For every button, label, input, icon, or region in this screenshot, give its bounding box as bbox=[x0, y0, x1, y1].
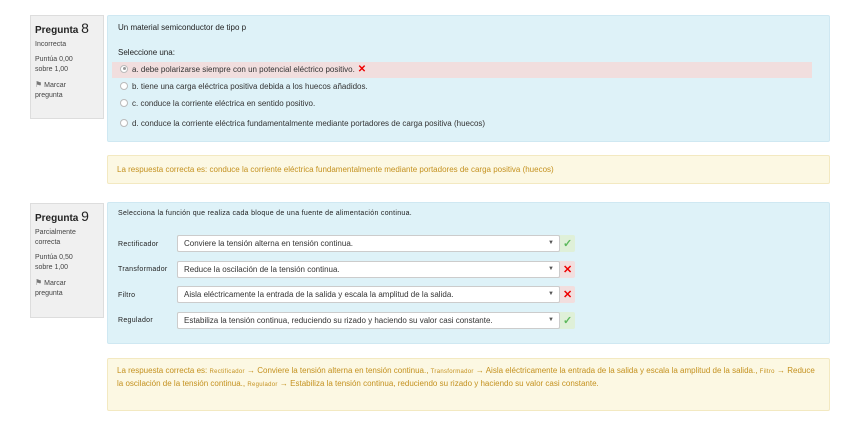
row-label-rectificador: Rectificador bbox=[118, 241, 159, 248]
answer-option-c[interactable] bbox=[112, 96, 812, 112]
correct-answer-feedback: La respuesta correcta es: conduce la corriente eléctrica fundamentalmente mediante portadores de carga positiva (huecos) bbox=[107, 155, 830, 184]
answer-option-a[interactable] bbox=[112, 62, 812, 78]
select-value: Conviere la tensión alterna en tensión continua. bbox=[184, 239, 353, 248]
check-icon: ✓ bbox=[563, 315, 573, 327]
select-value: Estabiliza la tensión continua, reduciendo su rizado y haciendo su valor casi constante. bbox=[184, 316, 493, 325]
question-number bbox=[35, 208, 99, 224]
answer-select[interactable] bbox=[177, 312, 560, 329]
question-label: Pregunta bbox=[35, 25, 79, 36]
feedback-value: → Aisla eléctricamente la entrada de la salida y escala la amplitud de la salida., bbox=[473, 366, 760, 375]
feedback-key: Rectificador bbox=[209, 369, 245, 375]
question-state: Incorrecta bbox=[35, 41, 67, 48]
caret-down-icon: ▼ bbox=[548, 266, 554, 272]
answer-label: d. conduce la corriente eléctrica fundamentalmente mediante portadores de carga positiva (huecos) bbox=[132, 119, 486, 128]
row-label-regulador: Regulador bbox=[118, 317, 153, 324]
question-number-value: 9 bbox=[81, 208, 89, 224]
feedback-value: → Conviere la tensión alterna en tensión continua., bbox=[244, 366, 431, 375]
question-text: Un material semiconductor de tipo p bbox=[118, 23, 247, 32]
answer-label: b. tiene una carga eléctrica positiva debida a los huecos añadidos. bbox=[132, 82, 368, 91]
grade-line-2: sobre 1,00 bbox=[35, 264, 69, 271]
question-info bbox=[30, 15, 104, 119]
flag-question-link[interactable] bbox=[35, 80, 99, 91]
row-label-filtro: Filtro bbox=[118, 292, 136, 299]
correct-answer-feedback bbox=[107, 358, 830, 411]
radio-button[interactable] bbox=[120, 119, 128, 127]
flag-label-2: pregunta bbox=[35, 290, 63, 297]
match-row-regulador bbox=[177, 312, 575, 329]
question-content bbox=[107, 15, 830, 142]
flag-label-2: pregunta bbox=[35, 92, 63, 99]
radio-button-selected[interactable] bbox=[120, 65, 128, 73]
check-icon: ✓ bbox=[563, 238, 573, 250]
flag-label-1: Marcar bbox=[44, 280, 66, 287]
question-content bbox=[107, 202, 830, 344]
answer-option-d[interactable] bbox=[112, 116, 812, 132]
answer-select[interactable] bbox=[177, 261, 560, 278]
question-state-1: Parcialmente bbox=[35, 229, 76, 236]
feedback-key: Transformador bbox=[430, 369, 474, 375]
flag-icon: ⚑ bbox=[35, 278, 43, 287]
question-text: Selecciona la función que realiza cada bloque de una fuente de alimentación continua. bbox=[118, 210, 413, 217]
row-label-transformador: Transformador bbox=[118, 266, 168, 273]
cross-icon: ✕ bbox=[563, 264, 573, 276]
feedback-prefix: La respuesta correcta es: bbox=[117, 366, 210, 375]
grade-line-1: Puntúa 0,50 bbox=[35, 254, 73, 261]
select-value: Aisla eléctricamente la entrada de la salida y escala la amplitud de la salida. bbox=[184, 290, 454, 299]
caret-down-icon: ▼ bbox=[548, 240, 554, 246]
answer-select[interactable] bbox=[177, 235, 560, 252]
cross-icon: ✕ bbox=[563, 289, 573, 301]
answer-select[interactable] bbox=[177, 286, 560, 303]
feedback-value: → Reduce la oscilación de la tensión continua., bbox=[117, 366, 815, 388]
answer-option-b[interactable] bbox=[112, 79, 812, 95]
answer-prompt: Seleccione una: bbox=[118, 48, 175, 57]
caret-down-icon: ▼ bbox=[548, 317, 554, 323]
grade-line-2: sobre 1,00 bbox=[35, 66, 69, 73]
select-value: Reduce la oscilación de la tensión continua. bbox=[184, 265, 340, 274]
question-info bbox=[30, 203, 104, 318]
radio-button[interactable] bbox=[120, 82, 128, 90]
answer-label: a. debe polarizarse siempre con un potencial eléctrico positivo. bbox=[132, 65, 355, 74]
flag-label-1: Marcar bbox=[44, 82, 66, 89]
feedback-key: Regulador bbox=[247, 382, 278, 388]
caret-down-icon: ▼ bbox=[548, 291, 554, 297]
grade-line-1: Puntúa 0,00 bbox=[35, 56, 73, 63]
match-row-transformador bbox=[177, 261, 575, 278]
question-state-2: correcta bbox=[35, 239, 61, 246]
radio-button[interactable] bbox=[120, 99, 128, 107]
feedback-value: → Estabiliza la tensión continua, reduciendo su rizado y haciendo su valor casi constante. bbox=[277, 379, 599, 388]
match-row-rectificador bbox=[177, 235, 575, 252]
question-number bbox=[35, 20, 99, 36]
match-row-filtro bbox=[177, 286, 575, 303]
cross-icon: ✕ bbox=[357, 64, 367, 75]
answer-label: c. conduce la corriente eléctrica en sentido positivo. bbox=[132, 99, 316, 108]
flag-icon: ⚑ bbox=[35, 80, 43, 89]
feedback-key: Filtro bbox=[759, 369, 775, 375]
flag-question-link[interactable] bbox=[35, 278, 99, 289]
question-label: Pregunta bbox=[35, 213, 79, 224]
question-number-value: 8 bbox=[81, 20, 89, 36]
